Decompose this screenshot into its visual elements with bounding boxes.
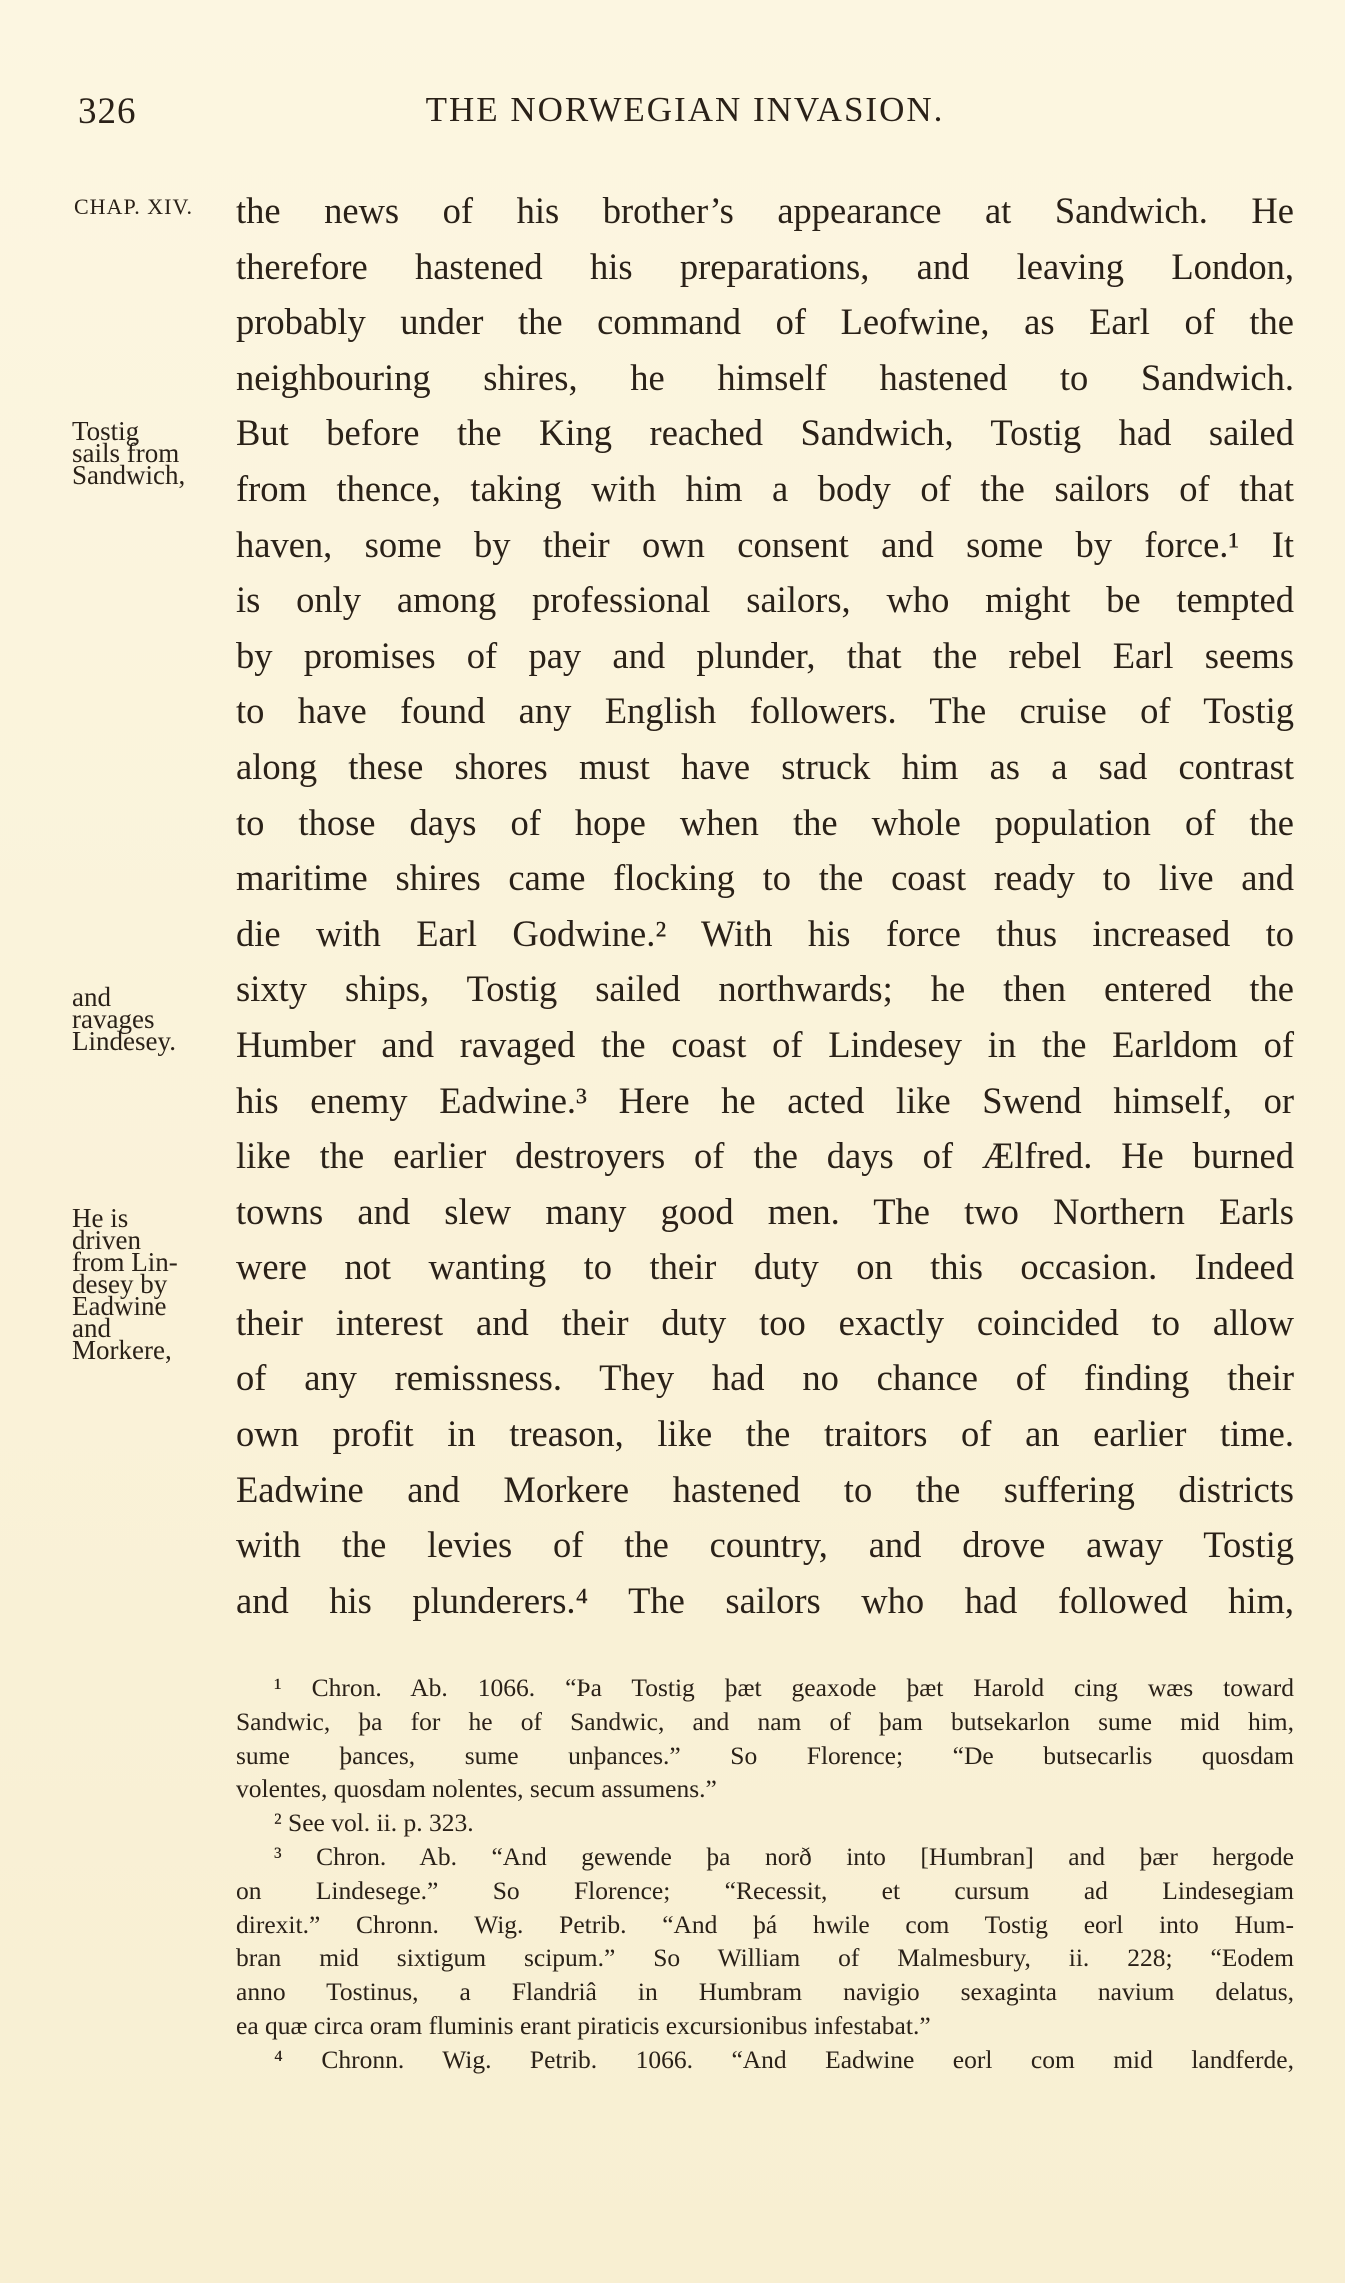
body-line: his enemy Eadwine.³ Here he acted like Swend himself, or	[236, 1079, 1294, 1121]
running-title: THE NORWEGIAN INVASION.	[425, 90, 945, 129]
footnote-line: ² See vol. ii. p. 323.	[274, 1808, 474, 1838]
body-line: But before the King reached Sandwich, Tostig had sailed	[236, 412, 1294, 454]
sidenote-line: Eadwine	[72, 1291, 167, 1321]
body-line: to those days of hope when the whole population of the	[236, 801, 1294, 843]
sidenote-line: desey by	[72, 1269, 168, 1299]
footnote-line: bran mid sixtigum scipum.” So William of Malmesbury, ii. 228; “Eodem	[236, 1943, 1294, 1973]
footnote-line: direxit.” Chronn. Wig. Petrib. “And þá hwile com Tostig eorl into Hum-	[236, 1909, 1294, 1939]
body-line: haven, some by their own consent and some by force.¹ It	[236, 523, 1294, 565]
body-line: along these shores must have struck him as a sad contrast	[236, 745, 1294, 787]
footnote-line: ³ Chron. Ab. “And gewende þa norð into [Humbran] and þær hergode	[274, 1841, 1294, 1871]
sidenote-driven-from-lindesey	[72, 1203, 178, 1365]
sidenote-line: ravages	[72, 1004, 155, 1034]
sidenote-line: Lindesey.	[72, 1026, 176, 1056]
body-line: with the levies of the country, and drove away Tostig	[236, 1524, 1294, 1566]
sidenote-line: Tostig	[72, 416, 140, 446]
body-line: probably under the command of Leofwine, as Earl of the	[236, 301, 1294, 343]
footnotes	[236, 1671, 1294, 2077]
body-line: die with Earl Godwine.² With his force thus increased to	[236, 912, 1294, 954]
footnote-line: on Lindesege.” So Florence; “Recessit, et cursum ad Lindesegiam	[236, 1875, 1294, 1905]
footnote-line: ea quæ circa oram fluminis erant piraticis excursionibus infestabat.”	[236, 2010, 931, 2040]
footnote-line: Sandwic, þa for he of Sandwic, and nam of þam butsekarlon sume mid him,	[236, 1706, 1294, 1736]
body-line: is only among professional sailors, who might be tempted	[236, 579, 1294, 621]
body-line: sixty ships, Tostig sailed northwards; he then entered the	[236, 968, 1294, 1010]
body-line: to have found any English followers. The cruise of Tostig	[236, 690, 1294, 732]
body-line: own profit in treason, like the traitors of an earlier time.	[236, 1413, 1294, 1455]
footnote-line: anno Tostinus, a Flandriâ in Humbram navigio sexaginta navium delatus,	[236, 1977, 1294, 2007]
sidenote-line: and	[72, 1313, 111, 1343]
footnote-line: volentes, quosdam nolentes, secum assumens.”	[236, 1774, 717, 1804]
page-number: 326	[78, 91, 137, 132]
page-header	[70, 90, 1300, 140]
footnote-line: sume þances, sume unþances.” So Florence; “De butsecarlis quosdam	[236, 1740, 1294, 1770]
body-line: towns and slew many good men. The two Northern Earls	[236, 1190, 1294, 1232]
sidenote-line: and	[72, 982, 111, 1012]
sidenote-ravages-lindesey	[72, 982, 176, 1056]
body-line: of any remissness. They had no chance of finding their	[236, 1357, 1294, 1399]
body-line: and his plunderers.⁴ The sailors who had followed him,	[236, 1579, 1294, 1621]
body-line: their interest and their duty too exactly coincided to allow	[236, 1301, 1294, 1343]
sidenote-line: He is	[72, 1203, 129, 1233]
body-line: the news of his brother’s appearance at Sandwich. He	[236, 190, 1294, 231]
body-line: by promises of pay and plunder, that the rebel Earl seems	[236, 634, 1294, 676]
body-line: neighbouring shires, he himself hastened to Sandwich.	[236, 356, 1294, 398]
body-line: like the earlier destroyers of the days of Ælfred. He burned	[236, 1135, 1294, 1177]
footnote-line: ¹ Chron. Ab. 1066. “Þa Tostig þæt geaxode þæt Harold cing wæs toward	[274, 1673, 1294, 1702]
sidenote-line: Sandwich,	[72, 460, 186, 490]
footnote-line: ⁴ Chronn. Wig. Petrib. 1066. “And Eadwine eorl com mid landferde,	[274, 2044, 1294, 2074]
body-line: Eadwine and Morkere hastened to the suffering districts	[236, 1468, 1294, 1510]
sidenote-tostig-sails	[72, 416, 186, 490]
main-text	[236, 183, 1294, 1628]
body-line: were not wanting to their duty on this occasion. Indeed	[236, 1246, 1294, 1288]
sidenote-line: Morkere,	[72, 1335, 172, 1365]
sidenote-line: sails from	[72, 438, 180, 468]
sidenote-line: driven	[72, 1225, 141, 1255]
body-line: therefore hastened his preparations, and leaving London,	[236, 245, 1294, 287]
body-line: from thence, taking with him a body of the sailors of that	[236, 467, 1294, 509]
body-line: Humber and ravaged the coast of Lindesey in the Earldom of	[236, 1023, 1294, 1065]
sidenote-line: from Lin-	[72, 1247, 178, 1277]
chapter-label: CHAP. XIV.	[74, 194, 194, 219]
body-line: maritime shires came flocking to the coast ready to live and	[236, 857, 1294, 899]
